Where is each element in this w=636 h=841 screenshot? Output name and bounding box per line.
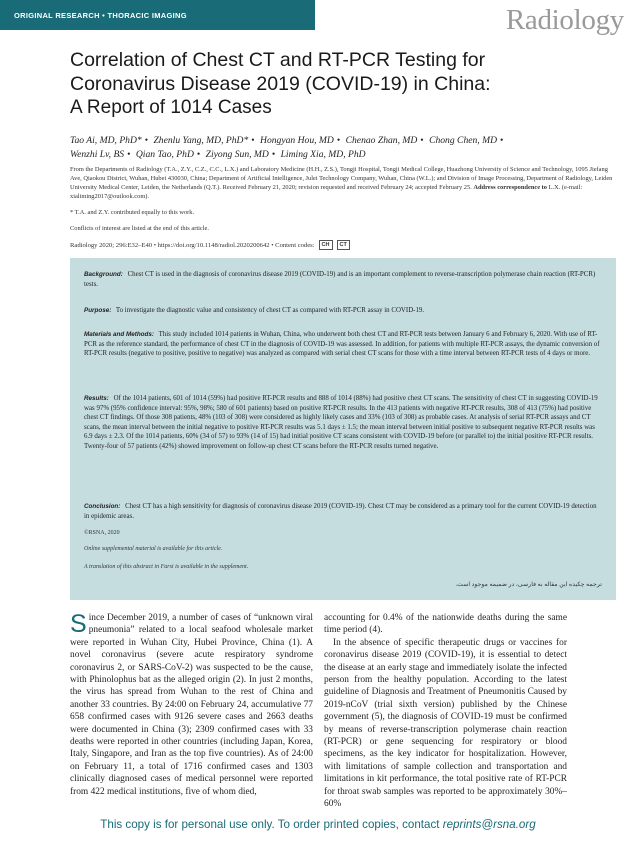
abstract-text: Of the 1014 patients, 601 of 1014 (59%) had positive RT-PCR results and 888 of 1014 (88%) had positive chest CT scans. The sensitivity of chest CT in suggesting COVID-19 was 97% (95% confidence interval: 95%, 98%; 580 of 601 patients) based on positive RT-PCR results. In the 413 patients with negative RT-PCR results, 308 of 413 (75%) had positive chest CT findings. Of those 308 patients, 48% (103 of 308) were considered as highly likely cases and 33% (103 of 308) as probable cases. At analysis of serial RT-PCR assays and CT scans, the mean interval between the initial negative to positive RT-PCR results was 5.1 days ± 1.5; the mean interval between initial positive to subsequent negative RT-PCR results was 6.9 days ± 2.3. Of the 1014 patients, 60% (34 of 57) to 93% (14 of 15) had initial positive CT scans consistent with COVID-19 before (or parallel to) the initial positive RT-PCR results. Twenty-four of 57 patients (42%) showed improvement on follow-up chest CT scans before the RT-PCR results turned negative. xyxy=(84,395,598,450)
content-code-badge[interactable]: CH xyxy=(319,240,333,250)
abstract-results xyxy=(84,394,602,452)
reprints-email-link[interactable]: reprints@rsna.org xyxy=(442,818,536,831)
author-name[interactable]: Zhenlu Yang, MD, PhD* xyxy=(153,135,249,146)
author-name[interactable]: Chong Chen, MD xyxy=(429,135,498,146)
equal-contribution-note: * T.A. and Z.Y. contributed equally to this work. xyxy=(70,209,195,216)
author-name[interactable]: Tao Ai, MD, PhD* xyxy=(70,135,142,146)
abstract-text: This study included 1014 patients in Wuhan, China, who underwent both chest CT and RT-PCR tests between January 6 and February 6, 2020. With use of RT-PCR as the reference standard, the performance of chest CT in the diagnosis of COVID-19 was assessed. In addition, for patients with multiple RT-PCR assays, the dynamic conversion of RT-PCR results (negative to positive, positive to negative) was analyzed as compared with serial chest CT scans for those with a time interval between RT-PCR tests of 4 days or more. xyxy=(84,331,600,358)
citation-line xyxy=(70,240,350,250)
abstract-purpose xyxy=(84,306,602,316)
reprint-footer xyxy=(0,818,636,831)
correspondence-contact[interactable]: L.X. (e-mail: xialiming2017@outlook.com). xyxy=(70,183,583,200)
abstract-text: Chest CT is used in the diagnosis of coronavirus disease 2019 (COVID-19) and is an important complement to reverse-transcription polymerase chain reaction (RT-PCR) tests. xyxy=(84,271,596,288)
article-title-block xyxy=(70,48,610,120)
body-text: ince December 2019, a number of cases of “unknown viral pneumonia” related to a local seafood wholesale market were reported in Wuhan City, Hubei Province, China (1). A novel coronavirus (severe acute respiratory syndrome coronavirus 2, or SARS-CoV-2) was suspected to be the cause, with Phinolophus bat as the alleged origin (2). In just 2 months, the virus has spread from Wuhan to the rest of China and another 33 countries. By 24:00 on February 24, accumulative 77 658 confirmed cases with 9126 severe cases and 2663 deaths were documented in China (3); 2309 confirmed cases with 33 deaths were reported in other countries (including Japan, Korea, Italy, Singapore, and Iran as the top five countries). As of 24:00 on February 11, a total of 1716 confirmed cases and 1303 clinically diagnosed cases of medical personnel were reported from 422 medical institutions, five of whom died, xyxy=(70,613,313,797)
author-name[interactable]: Qian Tao, PhD xyxy=(135,148,194,160)
drop-cap: S xyxy=(70,610,87,638)
body-paragraph xyxy=(70,612,313,798)
abstract-label: Results: xyxy=(84,395,109,402)
author-name[interactable]: Wenzhi Lv, BS xyxy=(70,148,125,160)
journal-logo[interactable]: Radiology xyxy=(505,4,624,36)
abstract-label: Materials and Methods: xyxy=(84,331,154,338)
author-separator: • xyxy=(127,148,131,160)
copyright: ©RSNA, 2020 xyxy=(84,530,120,536)
author-name[interactable]: Chenao Zhan, MD xyxy=(345,135,418,146)
author-separator: • xyxy=(144,135,149,146)
section-banner: ORIGINAL RESEARCH • THORACIC IMAGING xyxy=(0,0,315,30)
article-title-line-2: Coronavirus Disease 2019 (COVID-19) in China: xyxy=(70,73,491,95)
body-paragraph: accounting for 0.4% of the nationwide deaths during the same time period (4). xyxy=(324,613,567,636)
author-separator: • xyxy=(271,148,276,160)
article-subtitle: A Report of 1014 Cases xyxy=(70,97,272,118)
abstract-text: Chest CT has a high sensitivity for diagnosis of coronavirus disease 2019 (COVID-19). Chest CT may be considered as a primary tool for the current COVID-19 detection in epidemic areas. xyxy=(84,503,597,520)
footer-text: This copy is for personal use only. To order printed copies, contact xyxy=(100,818,440,831)
body-column-left xyxy=(70,612,313,798)
author-separator: • xyxy=(420,135,424,146)
article-title-line-1: Correlation of Chest CT and RT-PCR Testing for xyxy=(70,49,486,71)
abstract-conclusion xyxy=(84,502,602,521)
author-line-1 xyxy=(70,134,615,148)
author-separator: • xyxy=(336,135,341,146)
content-code-badge[interactable]: CT xyxy=(337,240,350,250)
affiliations xyxy=(70,166,615,202)
translation-note: A translation of this abstract in Farsi is available in the supplement. xyxy=(84,564,249,570)
abstract-background xyxy=(84,270,602,289)
supplemental-note[interactable]: Online supplemental material is available for this article. xyxy=(84,546,223,552)
body-column-right xyxy=(324,612,567,811)
affiliations-text: From the Departments of Radiology (T.A., Z.Y., C.Z., C.C., L.X.) and Laboratory Medicine (H.H., Z.S.), Tongji Hospital, Tongji Medical College, Huazhong University of Science and Technology, 1095 Jiefang Ave, Qiaokou District, Wuhan, Hubei 430030, China; Department of Artificial Intelligence, Julei Technology Company, Wuhan, China (W.L.); and Division of Image Processing, Department of Radiology, Leiden University Medical Center, Leiden, the Netherlands (Q.T.). Received February 21, 2020; revision requested and received February 24; accepted February 25. xyxy=(70,166,613,191)
author-name[interactable]: Hongyan Hou, MD xyxy=(260,135,334,146)
author-separator: • xyxy=(500,135,504,146)
farsi-translation-note: ترجمه چکیده این مقاله به فارسی، در ضمیمه موجود است. xyxy=(455,581,602,588)
body-paragraph: In the absence of specific therapeutic drugs or vaccines for coronavirus disease 2019 (COVID-19), it is essential to detect the disease at an early stage and immediately isolate the infected person from the healthy population. According to the latest guideline of Diagnosis and Treatment of Pneumonitis Caused by 2019-nCoV (trial sixth version) published by the Chinese government (5), the diagnosis of COVID-19 must be confirmed by means of reverse-transcription polymerase chain reaction (RT-PCR) or gene sequencing for respiratory or blood specimens, as the key indicator for hospitalization. However, with limitations of sample collection and transportation and limitations in kit performance, the total positive rate of RT-PCR for throat swab samples was reported to be approximately 30%–60% xyxy=(324,637,567,810)
author-separator: • xyxy=(196,148,201,160)
citation-text[interactable]: Radiology 2020; 296:E32–E40 • https://doi.org/10.1148/radiol.2020200642 • Content codes: xyxy=(70,241,315,249)
abstract-label: Conclusion: xyxy=(84,503,121,510)
abstract-text: To investigate the diagnostic value and consistency of chest CT as compared with RT-PCR assay in COVID-19. xyxy=(115,307,425,314)
author-name[interactable]: Ziyong Sun, MD xyxy=(205,148,269,160)
author-name[interactable]: Liming Xia, MD, PhD xyxy=(280,148,366,160)
abstract-label: Purpose: xyxy=(84,307,112,314)
correspondence-label: Address correspondence to xyxy=(473,183,547,191)
author-separator: • xyxy=(251,135,255,146)
conflicts-note: Conflicts of interest are listed at the end of this article. xyxy=(70,225,209,232)
abstract-methods xyxy=(84,330,602,359)
abstract-label: Background: xyxy=(84,271,123,278)
abstract-box xyxy=(70,258,616,600)
author-list xyxy=(70,134,615,161)
author-line-2 xyxy=(70,148,615,162)
